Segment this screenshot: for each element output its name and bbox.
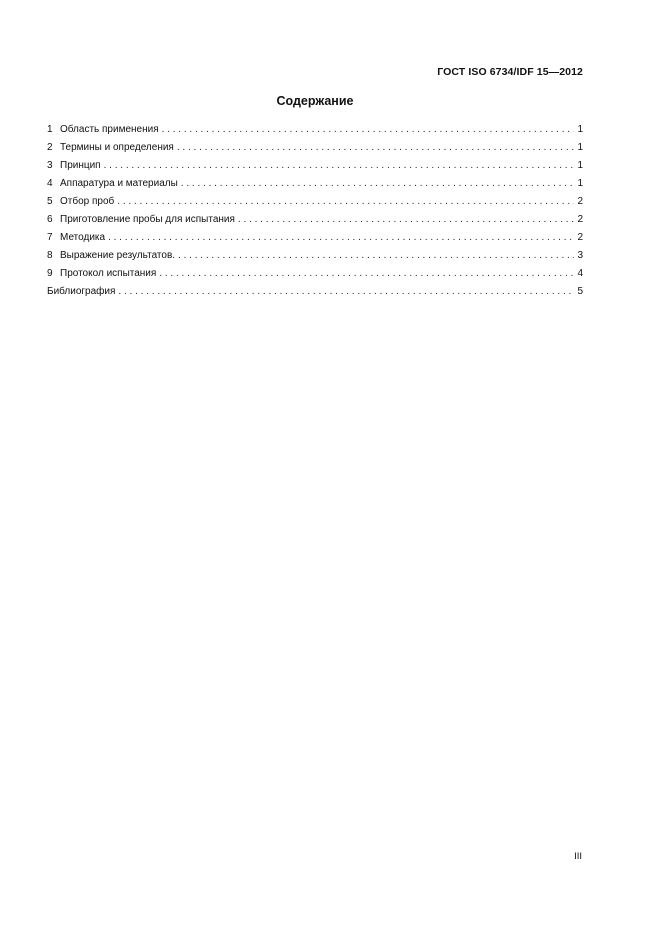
toc-entry-page: 1 xyxy=(577,178,583,189)
toc-dot-leader xyxy=(178,247,574,265)
document-code: ГОСТ ISO 6734/IDF 15—2012 xyxy=(437,66,583,78)
toc-entry-number: 5 xyxy=(47,196,53,207)
toc-entry-8[interactable] xyxy=(47,247,583,265)
toc-entry-page: 3 xyxy=(577,250,583,261)
toc-entry-page: 5 xyxy=(577,286,583,297)
toc-entry-page: 2 xyxy=(577,232,583,243)
toc-dot-leader xyxy=(181,175,575,193)
toc-entry-label: Протокол испытания xyxy=(60,268,157,279)
page-number: III xyxy=(574,851,582,862)
toc-title: Содержание xyxy=(276,94,354,108)
toc-entry-label: Выражение результатов. xyxy=(60,250,176,261)
toc-entry-6[interactable] xyxy=(47,211,583,229)
toc-entry-page: 2 xyxy=(577,214,583,225)
toc-entry-number: 2 xyxy=(47,142,53,153)
toc-entry-page: 1 xyxy=(577,124,583,135)
toc-entry-label: Методика xyxy=(60,232,106,243)
toc-entry-7[interactable] xyxy=(47,229,583,247)
toc-entry-number: 9 xyxy=(47,268,53,279)
toc-dot-leader xyxy=(162,121,575,139)
toc-entry-4[interactable] xyxy=(47,175,583,193)
toc-entry-page: 1 xyxy=(577,160,583,171)
toc-entry-bibliography[interactable] xyxy=(47,283,583,301)
toc-entry-number: 7 xyxy=(47,232,53,243)
toc-dot-leader xyxy=(159,265,574,283)
toc-dot-leader xyxy=(117,193,574,211)
toc-entry-label: Термины и определения xyxy=(60,142,174,153)
toc-dot-leader xyxy=(108,229,574,247)
toc-dot-leader xyxy=(177,139,575,157)
toc-entry-number: 1 xyxy=(47,124,53,135)
toc-entry-label: Библиография xyxy=(47,286,116,297)
toc-dot-leader xyxy=(118,283,574,301)
toc-entry-page: 4 xyxy=(577,268,583,279)
toc-dot-leader xyxy=(104,157,575,175)
toc-entry-5[interactable] xyxy=(47,193,583,211)
toc-entry-1[interactable] xyxy=(47,121,583,139)
toc-entry-number: 4 xyxy=(47,178,53,189)
toc-entry-2[interactable] xyxy=(47,139,583,157)
toc-entry-label: Область применения xyxy=(60,124,159,135)
toc-entry-number: 6 xyxy=(47,214,53,225)
table-of-contents xyxy=(47,121,583,301)
toc-entry-label: Отбор проб xyxy=(60,196,115,207)
toc-entry-page: 2 xyxy=(577,196,583,207)
toc-entry-label: Приготовление пробы для испытания xyxy=(60,214,235,225)
toc-dot-leader xyxy=(238,211,575,229)
toc-entry-label: Аппаратура и материалы xyxy=(60,178,178,189)
toc-entry-3[interactable] xyxy=(47,157,583,175)
toc-entry-number: 3 xyxy=(47,160,53,171)
toc-entry-page: 1 xyxy=(577,142,583,153)
toc-entry-number: 8 xyxy=(47,250,53,261)
toc-entry-9[interactable] xyxy=(47,265,583,283)
toc-entry-label: Принцип xyxy=(60,160,101,171)
